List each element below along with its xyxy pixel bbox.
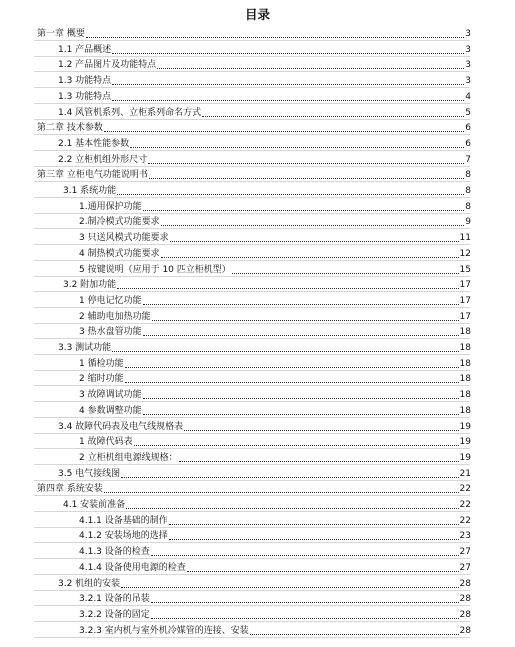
dot-leader (187, 571, 459, 572)
toc-entry-title: 2 辅助电加热功能 (79, 311, 151, 322)
toc-entry-page-number: 17 (459, 280, 471, 291)
dot-leader (121, 477, 458, 478)
toc-entry-page-number: 18 (459, 327, 471, 338)
toc-entry[interactable] (58, 152, 471, 166)
toc-entry-title: 3.2.1 设备的吊装 (79, 594, 150, 605)
dot-leader (202, 116, 464, 117)
toc-entry[interactable] (79, 450, 471, 464)
dot-leader (104, 492, 459, 493)
toc-entry-page-number: 18 (459, 390, 471, 401)
toc-entry-page-number: 18 (459, 343, 471, 353)
toc-entry-title: 1.3 功能特点 (58, 76, 112, 87)
toc-entry-page-number: 28 (459, 578, 471, 589)
dot-leader (143, 414, 459, 415)
toc-entry[interactable] (58, 105, 471, 119)
toc-entry[interactable] (79, 214, 471, 228)
dot-leader (126, 508, 458, 509)
toc-entry[interactable] (63, 183, 471, 197)
toc-entry-title: 1.4 风管机系列、立柜系列命名方式 (58, 107, 202, 118)
toc-entry-page-number: 3 (465, 29, 471, 39)
toc-entry[interactable] (79, 607, 471, 621)
toc-entry-page-number: 9 (465, 217, 471, 228)
toc-entry-title: 3.2.3 室内机与室外机冷媒管的连接、安装 (79, 625, 249, 636)
dot-leader (148, 163, 464, 164)
dot-leader (143, 398, 459, 399)
dot-leader (134, 445, 459, 446)
toc-entry-title: 4.1.1 设备基础的制作 (79, 515, 168, 526)
toc-entry-title: 3.3 测试功能 (58, 343, 112, 353)
dot-leader (143, 210, 465, 211)
toc-entry-title: 4 制热模式功能要求 (79, 248, 160, 259)
toc-entry-page-number: 3 (465, 60, 471, 71)
toc-entry-title: 1.通用保护功能 (79, 201, 142, 212)
toc-entry-title: 4.1.2 安装场地的选择 (79, 531, 168, 542)
toc-entry-title: 2 立柜机组电源线规格： (79, 452, 178, 463)
toc-entry-title: 3.1 系统功能 (63, 186, 117, 196)
toc-entry[interactable] (79, 262, 471, 276)
toc-entry[interactable] (79, 560, 471, 574)
toc-entry[interactable] (58, 340, 471, 354)
toc-entry-page-number: 18 (459, 374, 471, 385)
toc-entry-page-number: 19 (459, 437, 471, 448)
toc-entry[interactable] (58, 73, 471, 87)
toc-entry-page-number: 8 (465, 170, 471, 181)
toc-entry[interactable] (79, 324, 471, 338)
dot-leader (151, 555, 459, 556)
toc-entry-page-number: 17 (459, 311, 471, 322)
toc-entry-title: 1 循检功能 (79, 358, 124, 369)
toc-entry-title: 3.5 电气接线图 (58, 468, 121, 479)
toc-entry[interactable] (79, 544, 471, 558)
toc-entry[interactable] (58, 89, 471, 103)
toc-entry[interactable] (58, 419, 471, 433)
toc-entry-title: 2.2 立柜机组外形尺寸 (58, 154, 148, 165)
toc-entry-title: 3 故障调试功能 (79, 390, 142, 401)
toc-entry-title: 1.2 产品图片及功能特点 (58, 60, 157, 71)
toc-entry-page-number: 27 (459, 547, 471, 558)
toc-entry-title: 3.2.2 设备的固定 (79, 609, 150, 620)
toc-entry[interactable] (79, 528, 471, 542)
toc-entry-page-number: 3 (465, 44, 471, 55)
dot-leader (130, 147, 464, 148)
toc-entry-page-number: 11 (459, 233, 471, 244)
dot-leader (125, 382, 459, 383)
toc-entry-page-number: 23 (459, 531, 471, 542)
toc-entry[interactable] (63, 497, 471, 511)
toc-title: 目录 (244, 7, 270, 22)
toc-entry-title: 1 停电记忆功能 (79, 295, 142, 306)
toc-entry[interactable] (37, 26, 471, 40)
toc-entry-page-number: 27 (459, 562, 471, 573)
toc-entry[interactable] (79, 591, 471, 605)
dot-leader (117, 194, 464, 195)
toc-entry-page-number: 6 (465, 138, 471, 149)
toc-entry[interactable] (79, 309, 471, 323)
toc-entry-page-number: 15 (459, 264, 471, 275)
toc-entry-page-number: 8 (465, 201, 471, 212)
toc-entry-page-number: 18 (459, 405, 471, 416)
toc-entry-title: 2.1 基本性能参数 (58, 138, 130, 149)
toc-entry[interactable] (37, 481, 471, 495)
toc-entry-title: 4.1.3 设备的检查 (79, 547, 150, 558)
dot-leader (157, 68, 464, 69)
toc-entry[interactable] (79, 230, 471, 244)
toc-entry-title: 4.1 安装前准备 (63, 500, 126, 510)
toc-entry-page-number: 5 (465, 107, 471, 118)
toc-entry-page-number: 3 (465, 76, 471, 87)
toc-entry[interactable] (79, 513, 471, 527)
dot-leader (250, 634, 459, 635)
toc-entry-page-number: 4 (465, 91, 471, 102)
dot-leader (179, 461, 459, 462)
toc-entry[interactable] (79, 387, 471, 401)
toc-entry-title: 1.3 功能特点 (58, 91, 112, 102)
dot-leader (125, 367, 459, 368)
dot-leader (169, 539, 459, 540)
dot-leader (121, 587, 458, 588)
toc-entry[interactable] (79, 434, 471, 448)
toc-entry-page-number: 21 (459, 468, 471, 479)
toc-entry-title: 3.2 机组的安装 (58, 578, 121, 589)
toc-entry[interactable] (37, 167, 471, 181)
toc-entry-title: 3 只送风模式功能要求 (79, 233, 169, 244)
dot-leader (104, 131, 464, 132)
dot-leader (112, 53, 464, 54)
toc-entry[interactable] (58, 576, 471, 590)
toc-entry-page-number: 19 (459, 421, 471, 432)
toc-entry-title: 3.2 附加功能 (63, 280, 117, 291)
dot-leader (112, 84, 464, 85)
toc-entry-title: 3 热水盘管功能 (79, 327, 142, 338)
toc-entry[interactable] (58, 57, 471, 71)
toc-entry-title: 1 故障代码表 (79, 437, 133, 448)
toc-entry[interactable] (79, 403, 471, 417)
dot-leader (170, 241, 459, 242)
toc-entry[interactable] (79, 356, 471, 370)
toc-entry-title: 4.1.4 设备使用电源的检查 (79, 562, 186, 573)
dot-leader (143, 335, 459, 336)
toc-entry-page-number: 22 (459, 484, 471, 495)
toc-entry-title: 第四章 系统安装 (37, 484, 103, 495)
toc-entry[interactable] (79, 293, 471, 307)
toc-entry-page-number: 28 (459, 594, 471, 605)
toc-entry[interactable] (79, 371, 471, 385)
toc-entry-page-number: 28 (459, 625, 471, 636)
dot-leader (184, 430, 458, 431)
toc-entry-page-number: 7 (465, 154, 471, 165)
toc-entry-title: 第一章 概要 (37, 29, 85, 39)
toc-entry[interactable] (79, 199, 471, 213)
toc-entry-page-number: 8 (465, 186, 471, 196)
dot-leader (143, 304, 459, 305)
toc-entry-title: 1.1 产品概述 (58, 44, 112, 55)
toc-entry-title: 5 按键说明（应用于 10 匹立柜机型） (79, 264, 231, 275)
toc-entry[interactable] (63, 277, 471, 291)
toc-entry-page-number: 18 (459, 358, 471, 369)
toc-entry-page-number: 6 (465, 123, 471, 134)
dot-leader (112, 351, 458, 352)
toc-entry-title: 3.4 故障代码表及电气线规格表 (58, 421, 184, 432)
toc-entry-title: 2.制冷模式功能要求 (79, 217, 160, 228)
toc-entry[interactable] (79, 246, 471, 260)
toc-entry-page-number: 22 (459, 515, 471, 526)
toc-entry-title: 4 参数调整功能 (79, 405, 142, 416)
toc-entry[interactable] (79, 623, 471, 637)
dot-leader (151, 618, 459, 619)
dot-leader (117, 288, 458, 289)
dot-leader (86, 37, 464, 38)
toc-entry[interactable] (58, 466, 471, 480)
toc-entry-page-number: 17 (459, 295, 471, 306)
dot-leader (151, 602, 459, 603)
dot-leader (112, 100, 464, 101)
dot-leader (169, 524, 459, 525)
dot-leader (232, 273, 459, 274)
toc-entry-page-number: 19 (459, 452, 471, 463)
toc-entry[interactable] (58, 42, 471, 56)
dot-leader (149, 178, 464, 179)
toc-entry-page-number: 22 (459, 500, 471, 510)
toc-entry-page-number: 12 (459, 248, 471, 259)
toc-entry-title: 第二章 技术参数 (37, 123, 103, 134)
toc-entry[interactable] (37, 120, 471, 134)
toc-entry-page-number: 28 (459, 609, 471, 620)
row-divider (34, 637, 470, 638)
dot-leader (152, 320, 459, 321)
dot-leader (161, 257, 459, 258)
toc-entry[interactable] (58, 136, 471, 150)
toc-entry-title: 2 缩时功能 (79, 374, 124, 385)
toc-entry-title: 第三章 立柜电气功能说明书 (37, 170, 148, 181)
dot-leader (161, 225, 465, 226)
